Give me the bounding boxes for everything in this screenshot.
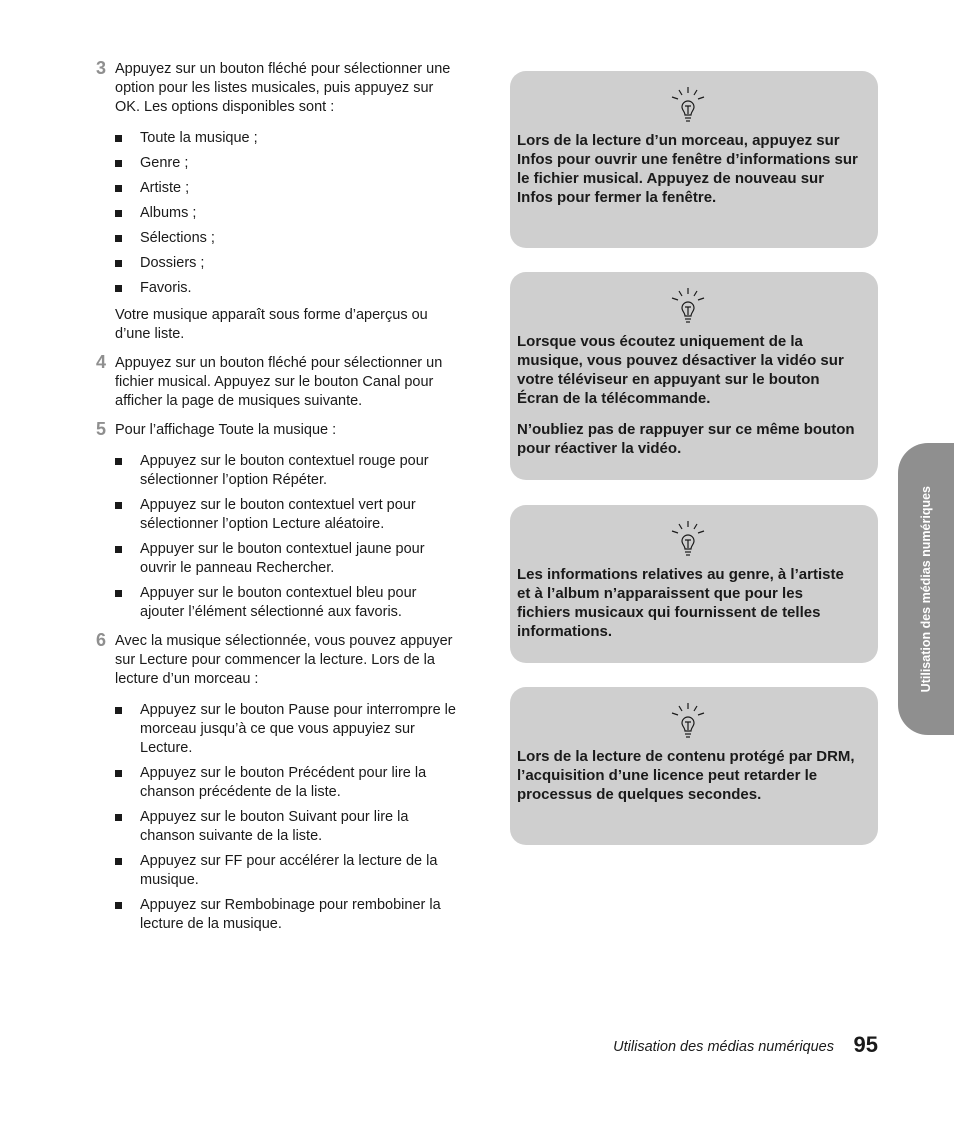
step-6 <box>96 632 456 934</box>
tip-box <box>510 505 878 663</box>
list-item: Appuyez sur le bouton contextuel rouge pour sélectionner l’option Répéter. <box>115 452 456 490</box>
tip-box <box>510 71 878 248</box>
step-3 <box>96 60 456 344</box>
lightbulb-icon <box>668 519 708 559</box>
tip-text: Lors de la lecture de contenu protégé par DRM, l’acquisition d’une licence peut retarder le processus de quelques secondes. <box>517 748 855 803</box>
tip-text: N’oubliez pas de rappuyer sur ce même bouton pour réactiver la vidéo. <box>517 421 855 457</box>
list-item: Dossiers ; <box>115 254 456 273</box>
page-number: 95 <box>853 1032 878 1057</box>
chapter-tab-text <box>898 443 954 735</box>
chapter-tab-label: Utilisation des médias numériques <box>919 485 933 693</box>
step-text: Pour l’affichage Toute la musique : <box>115 422 337 438</box>
list-item: Artiste ; <box>115 179 456 198</box>
footer-chapter-title: Utilisation des médias numériques <box>613 1039 834 1055</box>
list-item: Appuyez sur le bouton Suivant pour lire la chanson suivante de la liste. <box>115 808 456 846</box>
list-item: Toute la musique ; <box>115 129 456 148</box>
step-text: Appuyez sur un bouton fléché pour sélectionner une option pour les listes musicales, puis appuyez sur OK. Les options disponibles sont : <box>115 61 451 115</box>
list-item: Appuyez sur le bouton Précédent pour lire la chanson précédente de la liste. <box>115 764 456 802</box>
lightbulb-icon <box>668 701 708 741</box>
bullet-list <box>115 452 456 622</box>
list-item: Albums ; <box>115 204 456 223</box>
instructions-column <box>96 60 456 944</box>
step-5 <box>96 421 456 622</box>
step-number: 4 <box>96 352 107 372</box>
step-text: Avec la musique sélectionnée, vous pouvez appuyer sur Lecture pour commencer la lecture. Lors de la lecture d’un morceau : <box>115 633 453 687</box>
list-item: Appuyer sur le bouton contextuel bleu pour ajouter l’élément sélectionné aux favoris. <box>115 584 456 622</box>
step-number: 3 <box>96 58 107 78</box>
tip-text: Lors de la lecture d’un morceau, appuyez sur Infos pour ouvrir une fenêtre d’informations sur le fichier musical. Appuyez de nouveau sur Infos pour fermer la fenêtre. <box>517 132 858 206</box>
step-number: 5 <box>96 419 107 439</box>
tip-box <box>510 687 878 845</box>
list-item: Genre ; <box>115 154 456 173</box>
step-4 <box>96 354 456 411</box>
bullet-list <box>115 129 456 298</box>
lightbulb-icon <box>668 85 708 125</box>
lightbulb-icon <box>668 286 708 326</box>
bullet-list <box>115 701 456 934</box>
list-item: Appuyez sur le bouton contextuel vert pour sélectionner l’option Lecture aléatoire. <box>115 496 456 534</box>
list-item: Favoris. <box>115 279 456 298</box>
tip-text: Les informations relatives au genre, à l’artiste et à l’album n’apparaissent que pour les fichiers musicaux qui fournissent de telles informations. <box>517 566 844 640</box>
tip-box <box>510 272 878 480</box>
tip-text: Lorsque vous écoutez uniquement de la musique, vous pouvez désactiver la vidéo sur votre téléviseur en appuyant sur le bouton Écran de la télécommande. <box>517 333 844 407</box>
list-item: Appuyez sur FF pour accélérer la lecture de la musique. <box>115 852 456 890</box>
step-number: 6 <box>96 630 107 650</box>
list-item: Appuyez sur Rembobinage pour rembobiner la lecture de la musique. <box>115 896 456 934</box>
step-note: Votre musique apparaît sous forme d’aperçus ou d’une liste. <box>115 307 428 342</box>
step-text: Appuyez sur un bouton fléché pour sélectionner un fichier musical. Appuyez sur le bouton Canal pour afficher la page de musiques suivante. <box>115 355 443 409</box>
list-item: Sélections ; <box>115 229 456 248</box>
list-item: Appuyer sur le bouton contextuel jaune pour ouvrir le panneau Rechercher. <box>115 540 456 578</box>
list-item: Appuyez sur le bouton Pause pour interrompre le morceau jusqu’à ce que vous appuyiez sur Lecture. <box>115 701 456 758</box>
